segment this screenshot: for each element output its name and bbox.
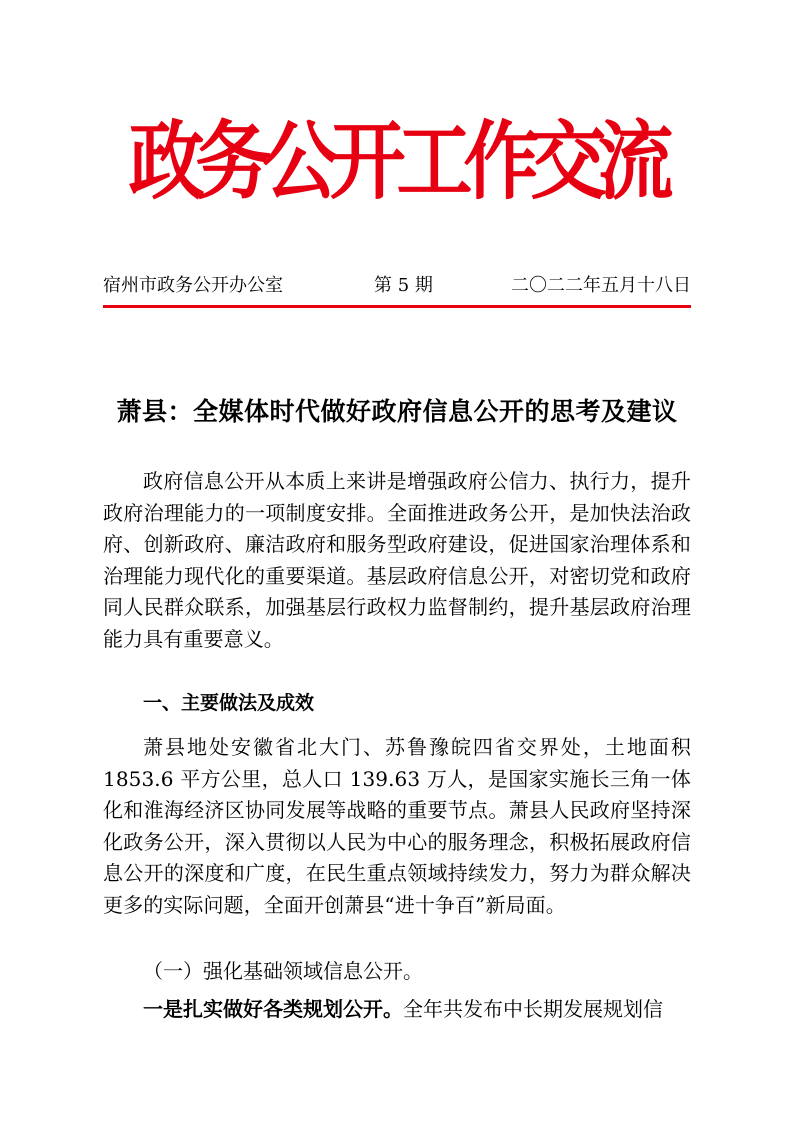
issue-line (103, 272, 691, 300)
lead-rest-text: 全年共发布中长期发展规划信 (403, 997, 663, 1021)
masthead-divider (103, 305, 691, 308)
issue-date: 二〇二二年五月十八日 (511, 275, 691, 296)
paragraph-planning (143, 994, 691, 1024)
issuing-organization: 宿州市政务公开办公室 (103, 275, 283, 296)
subsection-heading-1: （一）强化基础领域信息公开。 (143, 959, 423, 983)
issue-number: 第 5 期 (374, 275, 433, 296)
lead-bold-text: 一是扎实做好各类规划公开。 (143, 997, 403, 1021)
paragraph-intro: 政府信息公开从本质上来讲是增强政府公信力、执行力，提升政府治理能力的一项制度安排。全面推进政务公开，是加快法治政府、创新政府、廉洁政府和服务型政府建设，促进国家治理体系和治理能力现代化的重要渠道。基层政府信息公开，对密切党和政府同人民群众联系，加强基层行政权力监督制约，提升基层政府治理能力具有重要意义。 (103, 469, 691, 651)
section-heading-1: 一、主要做法及成效 (143, 692, 315, 714)
paragraph-overview: 萧县地处安徽省北大门、苏鲁豫皖四省交界处，土地面积1853.6 平方公里，总人口 139.63 万人，是国家实施长三角一体化和淮海经济区协同发展等战略的重要节点。萧县人民政府坚持深化政务公开，深入贯彻以人民为中心的服务理念，积极拓展政府信息公开的深度和广度，在民生重点领域持续发力，努力为群众解决更多的实际问题，全面开创萧县“进十争百”新局面。 (103, 735, 691, 917)
masthead-title: 政务公开工作交流 (128, 111, 665, 212)
article-title: 萧县：全媒体时代做好政府信息公开的思考及建议 (116, 397, 678, 426)
